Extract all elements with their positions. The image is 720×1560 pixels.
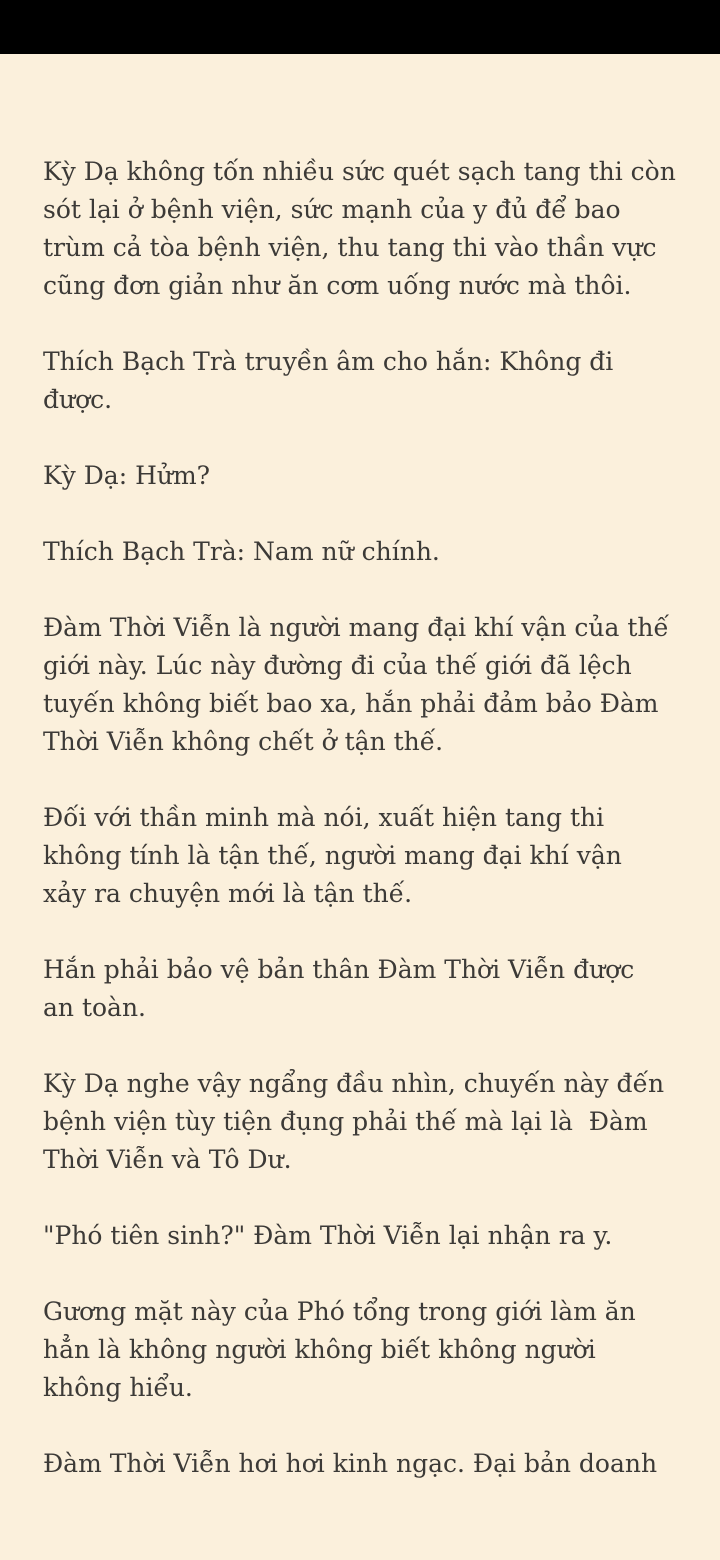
text-line: Thời Viễn và Tô Dư. [43, 1145, 292, 1174]
text-line: Thời Viễn không chết ở tận thế. [43, 727, 444, 756]
paragraph [43, 609, 673, 761]
text-line: Đàm Thời Viễn là người mang đại khí vận của thế [43, 613, 669, 642]
paragraph [43, 153, 676, 305]
status-bar [0, 0, 720, 54]
text-line: Kỳ Dạ: Hửm? [43, 461, 211, 490]
paragraph [43, 457, 673, 495]
text-line: "Phó tiên sinh?" Đàm Thời Viễn lại nhận ra y. [43, 1221, 613, 1250]
paragraph [43, 1445, 673, 1483]
text-line: tuyến không biết bao xa, hắn phải đảm bảo Đàm [43, 689, 659, 718]
paragraph [43, 799, 673, 913]
text-line: không tính là tận thế, người mang đại khí vận [43, 841, 622, 870]
text-line: không hiểu. [43, 1373, 193, 1402]
reader-page[interactable] [0, 54, 720, 1560]
text-line: Gương mặt này của Phó tổng trong giới làm ăn [43, 1297, 636, 1326]
text-line: bệnh viện tùy tiện đụng phải thế mà lại là Đàm [43, 1107, 648, 1136]
text-line: Đối với thần minh mà nói, xuất hiện tang thi [43, 803, 605, 832]
text-line: Hắn phải bảo vệ bản thân Đàm Thời Viễn được [43, 955, 635, 984]
text-line: Thích Bạch Trà truyền âm cho hắn: Không đi [43, 347, 614, 376]
text-line: Đàm Thời Viễn hơi hơi kinh ngạc. Đại bản doanh [43, 1449, 658, 1478]
paragraph [43, 1217, 673, 1255]
text-line: được. [43, 385, 113, 414]
text-line: hẳn là không người không biết không người [43, 1335, 596, 1364]
text-line: Kỳ Dạ nghe vậy ngẩng đầu nhìn, chuyến này đến [43, 1069, 665, 1098]
text-line: trùm cả tòa bệnh viện, thu tang thi vào thần vực [43, 233, 657, 262]
paragraph [43, 343, 673, 419]
text-line: sót lại ở bệnh viện, sức mạnh của y đủ để bao [43, 195, 621, 224]
chapter-text [43, 153, 676, 1521]
paragraph [43, 951, 673, 1027]
text-line: Thích Bạch Trà: Nam nữ chính. [43, 537, 440, 566]
paragraph [43, 1065, 673, 1179]
paragraph [43, 533, 673, 571]
text-line: cũng đơn giản như ăn cơm uống nước mà thôi. [43, 271, 632, 300]
text-line: giới này. Lúc này đường đi của thế giới đã lệch [43, 651, 632, 680]
text-line: xảy ra chuyện mới là tận thế. [43, 879, 413, 908]
text-line: an toàn. [43, 993, 147, 1022]
paragraph [43, 1293, 673, 1407]
text-line: Kỳ Dạ không tốn nhiều sức quét sạch tang thi còn [43, 157, 676, 186]
